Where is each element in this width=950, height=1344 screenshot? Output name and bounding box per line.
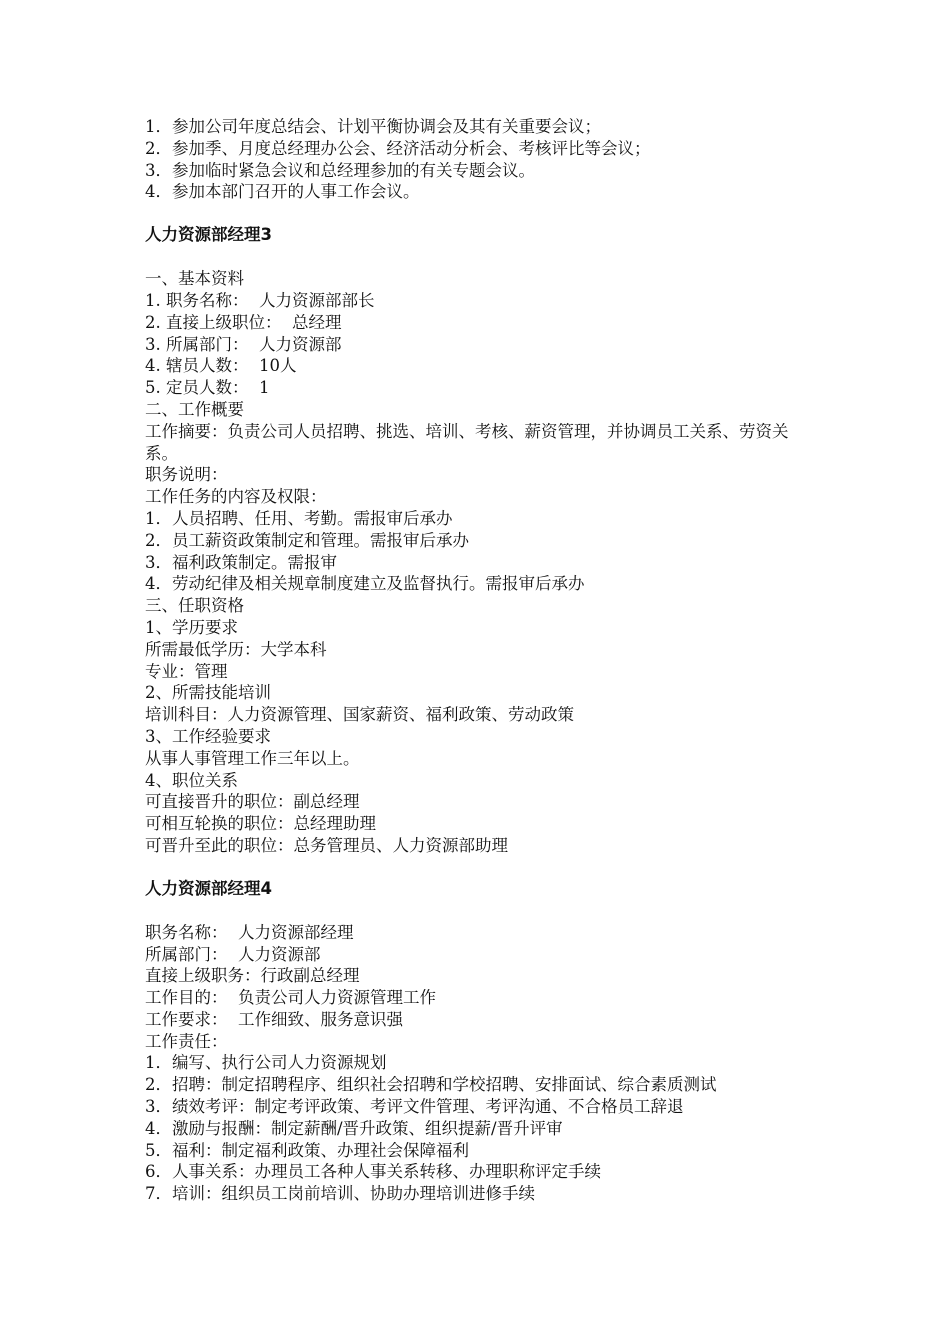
meeting-item: 2．参加季、月度总经理办公会、经济活动分析会、考核评比等会议； bbox=[145, 138, 651, 158]
overview-heading: 二、工作概要 bbox=[145, 399, 244, 419]
qualification-item: 可晋升至此的职位：总务管理员、人力资源部助理 bbox=[145, 835, 508, 855]
section-4-body bbox=[145, 922, 865, 1205]
basic-info-item: 4. 辖员人数： 10人 bbox=[145, 356, 297, 376]
work-summary: 工作摘要：负责公司人员招聘、挑选、培训、考核、薪资管理，并协调员工关系、劳资关系。 bbox=[145, 421, 789, 463]
task-item: 2．员工薪资政策制定和管理。需报审后承办 bbox=[145, 530, 469, 550]
job-info-item: 直接上级职务：行政副总经理 bbox=[145, 966, 360, 986]
qualification-item: 3、工作经验要求 bbox=[145, 726, 271, 746]
duty-item: 3．绩效考评：制定考评政策、考评文件管理、考评沟通、不合格员工辞退 bbox=[145, 1097, 684, 1117]
duty-item: 4．激励与报酬：制定薪酬/晋升政策、组织提薪/晋升评审 bbox=[145, 1118, 563, 1138]
qualification-item: 培训科目：人力资源管理、国家薪资、福利政策、劳动政策 bbox=[145, 705, 574, 725]
job-info-item: 工作要求： 工作细致、服务意识强 bbox=[145, 1009, 403, 1029]
task-item: 3．福利政策制定。需报审 bbox=[145, 552, 337, 572]
meetings-list bbox=[145, 116, 865, 203]
duty-item: 7．培训：组织员工岗前培训、协助办理培训进修手续 bbox=[145, 1184, 535, 1204]
qualification-item: 可直接晋升的职位：副总经理 bbox=[145, 792, 360, 812]
document-page bbox=[145, 116, 865, 1205]
basic-info-item: 1. 职务名称： 人力资源部部长 bbox=[145, 290, 375, 310]
qualification-item: 所需最低学历：大学本科 bbox=[145, 639, 327, 659]
meeting-item: 4．参加本部门召开的人事工作会议。 bbox=[145, 182, 420, 202]
qualification-item: 从事人事管理工作三年以上。 bbox=[145, 748, 360, 768]
spacer bbox=[145, 857, 865, 878]
spacer bbox=[145, 900, 865, 922]
job-info-item: 职务名称： 人力资源部经理 bbox=[145, 922, 354, 942]
job-info-item: 工作目的： 负责公司人力资源管理工作 bbox=[145, 988, 436, 1008]
qualification-item: 2、所需技能培训 bbox=[145, 683, 271, 703]
qualification-item: 可相互轮换的职位：总经理助理 bbox=[145, 814, 376, 834]
job-info-item: 所属部门： 人力资源部 bbox=[145, 944, 321, 964]
basic-info-heading: 一、基本资料 bbox=[145, 269, 244, 289]
meeting-item: 3．参加临时紧急会议和总经理参加的有关专题会议。 bbox=[145, 160, 535, 180]
section-3-title: 人力资源部经理3 bbox=[145, 225, 272, 245]
basic-info-item: 3. 所属部门： 人力资源部 bbox=[145, 334, 342, 354]
task-item: 4．劳动纪律及相关规章制度建立及监督执行。需报审后承办 bbox=[145, 574, 585, 594]
tasks-label: 工作任务的内容及权限： bbox=[145, 487, 327, 507]
task-item: 1．人员招聘、任用、考勤。需报审后承办 bbox=[145, 508, 453, 528]
qualification-item: 1、学历要求 bbox=[145, 617, 238, 637]
qualification-heading: 三、任职资格 bbox=[145, 596, 244, 616]
qualification-item: 专业：管理 bbox=[145, 661, 228, 681]
basic-info-item: 5. 定员人数： 1 bbox=[145, 378, 270, 398]
section-4-title: 人力资源部经理4 bbox=[145, 878, 272, 898]
spacer bbox=[145, 246, 865, 268]
duty-item: 1．编写、执行公司人力资源规划 bbox=[145, 1053, 387, 1073]
section-3-body bbox=[145, 268, 865, 857]
job-info-item: 工作责任： bbox=[145, 1031, 228, 1051]
duty-label: 职务说明： bbox=[145, 465, 228, 485]
meeting-item: 1．参加公司年度总结会、计划平衡协调会及其有关重要会议； bbox=[145, 117, 601, 136]
duty-item: 6．人事关系：办理员工各种人事关系转移、办理职称评定手续 bbox=[145, 1162, 601, 1182]
basic-info-item: 2. 直接上级职位： 总经理 bbox=[145, 312, 342, 332]
spacer bbox=[145, 203, 865, 224]
qualification-item: 4、职位关系 bbox=[145, 770, 238, 790]
duty-item: 2．招聘：制定招聘程序、组织社会招聘和学校招聘、安排面试、综合素质测试 bbox=[145, 1075, 717, 1095]
duty-item: 5．福利：制定福利政策、办理社会保障福利 bbox=[145, 1140, 469, 1160]
